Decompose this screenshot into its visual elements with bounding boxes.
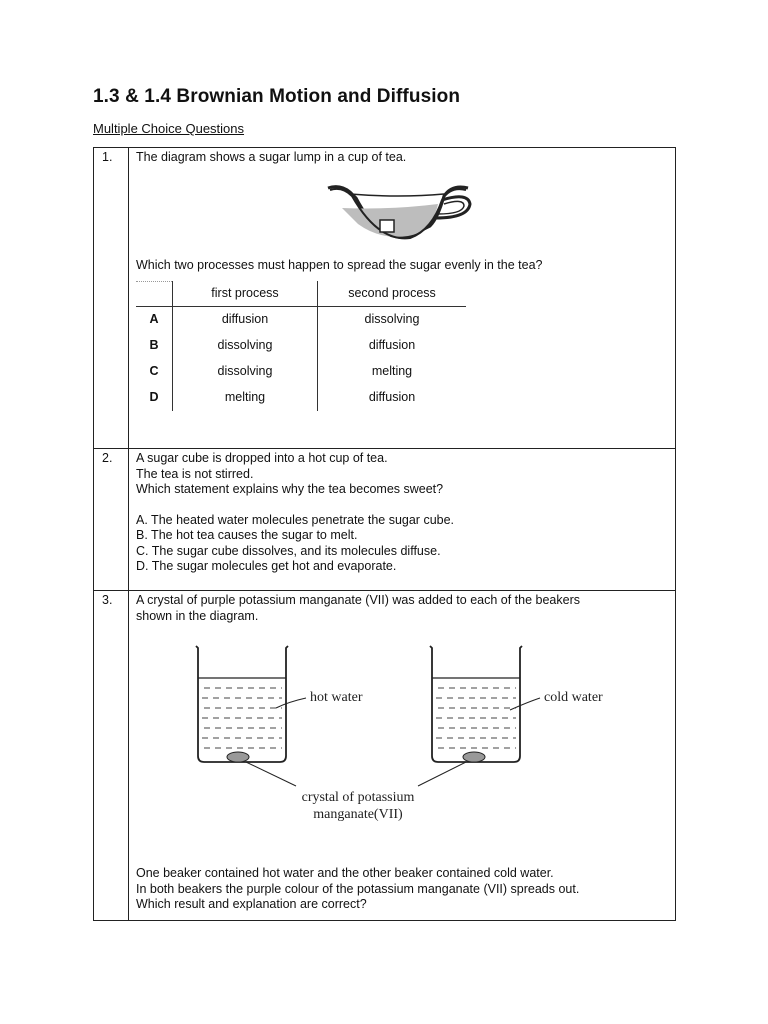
header-first-process: first process xyxy=(173,281,318,307)
page-title: 1.3 & 1.4 Brownian Motion and Diffusion xyxy=(93,86,461,107)
question-number: 2. xyxy=(94,449,129,591)
answer-option: D. The sugar molecules get hot and evaporate. xyxy=(136,559,397,573)
questions-table xyxy=(93,147,676,921)
spacer xyxy=(136,498,669,513)
section-subtitle: Multiple Choice Questions xyxy=(93,121,245,136)
choices-header xyxy=(136,281,466,307)
question-content xyxy=(129,449,676,591)
question-row-3 xyxy=(94,591,676,921)
choice-second: dissolving xyxy=(364,312,420,327)
choice-first: diffusion xyxy=(173,307,318,334)
teacup-diagram xyxy=(320,174,480,244)
question-content xyxy=(129,591,676,921)
question-line: In both beakers the purple colour of the potassium manganate (VII) spreads out. xyxy=(136,881,580,896)
question-number: 3. xyxy=(94,591,129,921)
answer-option: B. The hot tea causes the sugar to melt. xyxy=(136,528,358,542)
spacer xyxy=(136,828,669,866)
choices-table xyxy=(136,281,466,411)
question-line: A sugar cube is dropped into a hot cup of tea. xyxy=(136,451,388,465)
crystal-label-line2: manganate(VII) xyxy=(313,807,403,822)
choice-second: diffusion xyxy=(368,338,416,353)
choice-row xyxy=(136,359,466,385)
answer-option: A. The heated water molecules penetrate the sugar cube. xyxy=(136,512,455,527)
choice-first: dissolving xyxy=(173,333,318,359)
choice-row xyxy=(136,307,466,334)
question-text: Which two processes must happen to spread the sugar evenly in the tea? xyxy=(136,257,543,272)
answer-option: C. The sugar cube dissolves, and its molecules diffuse. xyxy=(136,543,441,558)
answer-choices xyxy=(136,281,471,411)
choices-header-blank xyxy=(136,281,173,307)
choice-row xyxy=(136,333,466,359)
beakers-diagram xyxy=(188,638,628,828)
question-row-1 xyxy=(94,148,676,449)
question-line: One beaker contained hot water and the other beaker contained cold water. xyxy=(136,866,554,880)
choice-letter: B xyxy=(136,333,173,359)
question-row-2 xyxy=(94,449,676,591)
question-content xyxy=(129,148,676,449)
choice-letter: D xyxy=(136,385,173,411)
choice-first: dissolving xyxy=(173,359,318,385)
question-intro: The diagram shows a sugar lump in a cup of tea. xyxy=(136,150,407,164)
question-line: The tea is not stirred. xyxy=(136,466,254,481)
question-line: Which result and explanation are correct? xyxy=(136,897,367,911)
choice-row xyxy=(136,385,466,411)
crystal-label-line1: crystal of potassium xyxy=(301,790,415,805)
hot-water-label: hot water xyxy=(310,690,363,705)
cold-water-beaker xyxy=(430,646,522,762)
question-line: Which statement explains why the tea becomes sweet? xyxy=(136,482,444,496)
question-number: 1. xyxy=(94,148,129,449)
header-second-process: second process xyxy=(318,281,467,307)
choice-second: diffusion xyxy=(368,390,416,405)
choice-letter: C xyxy=(136,359,173,385)
hot-water-beaker xyxy=(196,646,288,762)
question-line: A crystal of purple potassium manganate (VII) was added to each of the beakers xyxy=(136,593,581,607)
spacer xyxy=(136,244,669,258)
choice-letter: A xyxy=(136,307,173,334)
dotted-divider xyxy=(136,281,172,282)
choice-second: melting xyxy=(371,364,413,379)
choice-first: melting xyxy=(173,385,318,411)
cold-water-label: cold water xyxy=(544,690,603,705)
question-line: shown in the diagram. xyxy=(136,608,259,623)
